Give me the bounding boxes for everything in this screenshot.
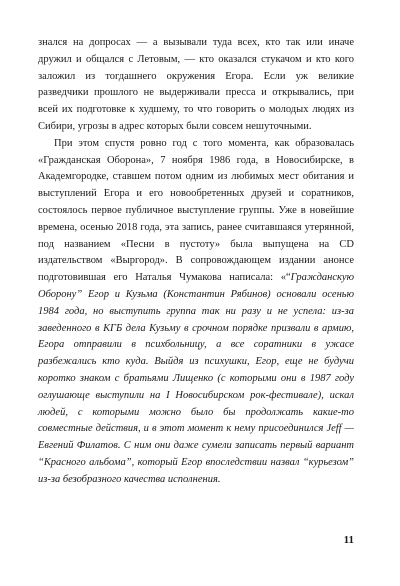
paragraph-continuation: знался на допросах — а вызывали туда всех, кто так или иначе дружил и общался с Летовым, — кто оказался стукачом и кто кого заложил из тогдашнего окружения Егора. Если уж великие разведчики прошлого не выдерживали пресса и открывались, при всей их подготовке к худшему, то что говорить о молодых людях из Сибири, угрозы в адрес которых были совсем нешуточными.: [38, 37, 354, 132]
page-number: 11: [343, 534, 354, 546]
quote-italic: Гражданскую Оборону” Егор и Кузьма (Константин Рябинов) основали осенью 1984 года, но выступить группа так ни разу и не успела: из-за заведенного в КГБ дела Кузьму в срочном порядке призвали в армию, Егора отправили в психбольницу, а все соратники в ужасе разбежались кто куда. Выйдя из психушки, Егор, еще не будучи коротко знаком с братьями Лищенко (с которыми они в 1987 году оглушающе выступили на I Новосибирском рок-фестивале), искал людей, с которыми можно было бы продолжать какие-то совместные действия, и в этот момент к нему присоединился Jeff — Евгений Филатов. С ним они даже сумели записать первый вариант “Красного альбома”, который Егор впоследствии назвал “курьезом” из-за безобразного качества исполнения.: [38, 272, 354, 485]
paragraph-main-text: При этом спустя ровно год с того момента, как образовалась «Гражданская Оборона», 7 ноября 1986 года, в Новосибирске, в Академгородке, ставшем потом одним из любимых мест обитания и выступлений Егора и его новообретенных друзей и соратников, состоялось первое публичное выступление группы. Уже в новейшие времена, осенью 2018 года, эта запись, ранее считавшаяся утерянной, под названием «Песни в пустоту» была выпущена на CD издательством «Выргород». В сопровождающем издании анонсе подготовившая его Наталья Чумакова написала: «“: [38, 137, 354, 284]
paragraph-main: [38, 136, 354, 489]
body-text: [38, 35, 354, 489]
